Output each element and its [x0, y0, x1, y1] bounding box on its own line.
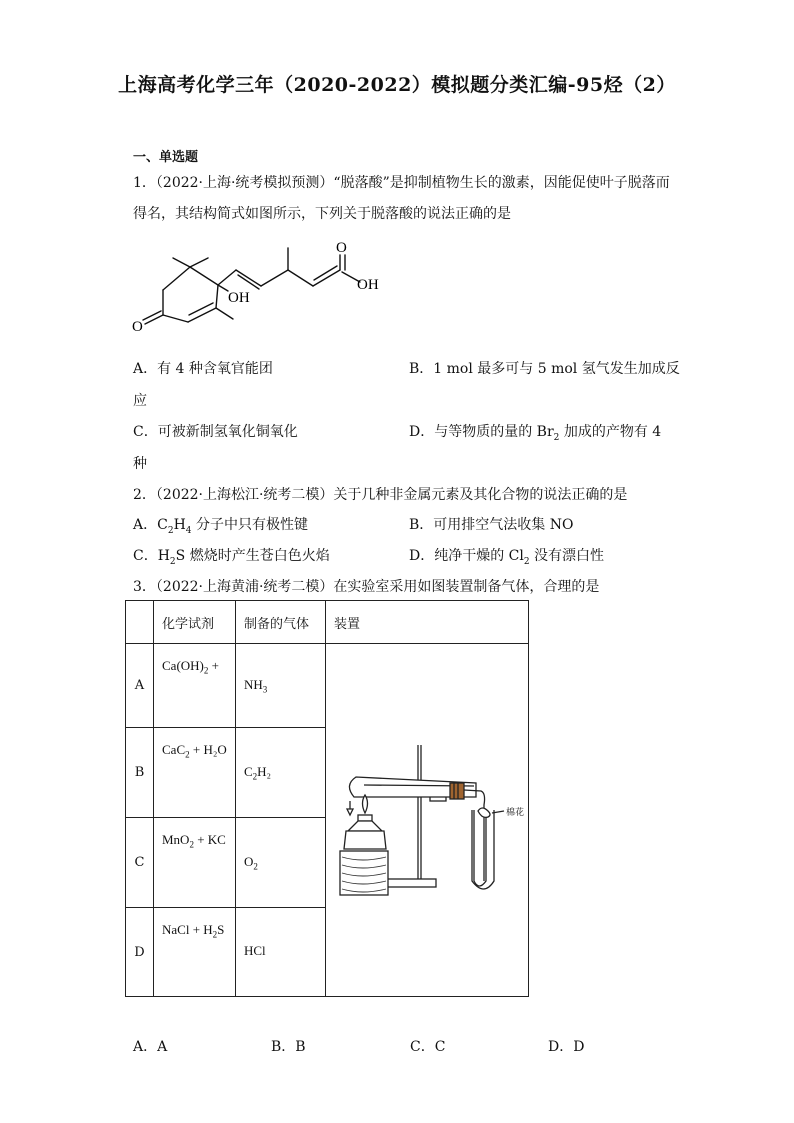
q3-row-label: A: [126, 644, 154, 728]
ring-oh-label: OH: [228, 290, 250, 306]
carbonyl-o-label: O: [336, 240, 347, 256]
q3-row-gas: $NH_3$: [236, 644, 326, 728]
gas-apparatus-diagram: [326, 645, 525, 995]
q1-option-d-cont: 种: [133, 456, 147, 472]
q1-option-d[interactable]: D．与等物质的量的 $Br_2$ 加成的产物有 4: [409, 424, 662, 443]
page-title: 上海高考化学三年（2020-2022）模拟题分类汇编-95烃（2）: [118, 74, 676, 96]
abscisic-acid-structure: [128, 230, 398, 345]
q3-row-a: [126, 644, 529, 728]
acid-oh-label: OH: [357, 277, 379, 293]
q2-stem: 2．（2022·上海松江·统考二模）关于几种非金属元素及其化合物的说法正确的是: [133, 487, 628, 503]
q3-choice-b[interactable]: B．B: [271, 1039, 306, 1055]
q3-row-reagent: $Ca(OH)_2$ +: [154, 644, 236, 728]
q1-option-c[interactable]: C．可被新制氢氧化铜氧化: [133, 424, 298, 440]
q3-header-blank: [126, 601, 154, 644]
cotton-label: 棉花: [506, 808, 525, 818]
q1-option-a[interactable]: A．有 4 种含氧官能团: [133, 361, 273, 377]
ketone-o-label: O: [132, 319, 143, 335]
q2-option-d[interactable]: D．纯净干燥的 $Cl_2$ 没有漂白性: [409, 548, 605, 567]
q3-row-gas: $C_2H_2$: [236, 728, 326, 818]
q3-choice-c[interactable]: C．C: [410, 1039, 446, 1055]
q3-header-apparatus: 装置: [326, 601, 529, 644]
q3-row-gas: HCl: [236, 908, 326, 997]
q3-table: [125, 600, 529, 997]
q2-option-a[interactable]: A．$C_2H_4$ 分子中只有极性键: [133, 517, 308, 536]
q3-row-label: D: [126, 908, 154, 997]
q3-row-gas: $O_2$: [236, 818, 326, 908]
q2-option-b[interactable]: B．可用排空气法收集 NO: [409, 517, 574, 533]
q3-choice-a[interactable]: A．A: [133, 1039, 168, 1055]
q3-header-row: [126, 601, 529, 644]
q1-stem-line1: 1．（2022·上海·统考模拟预测）“脱落酸”是抑制植物生长的激素，因能促使叶子脱落而: [133, 175, 670, 191]
q3-apparatus-cell: [326, 644, 529, 997]
q3-header-gas: 制备的气体: [236, 601, 326, 644]
q3-header-reagent: 化学试剂: [154, 601, 236, 644]
q3-row-label: B: [126, 728, 154, 818]
q3-choice-d[interactable]: D．D: [548, 1039, 585, 1055]
q3-row-label: C: [126, 818, 154, 908]
q1-option-b-cont: 应: [133, 393, 147, 409]
q3-stem: 3．（2022·上海黄浦·统考二模）在实验室采用如图装置制备气体，合理的是: [133, 579, 600, 595]
q1-option-b[interactable]: B．1 mol 最多可与 5 mol 氢气发生加成反: [409, 361, 680, 377]
q1-stem-line2: 得名，其结构简式如图所示，下列关于脱落酸的说法正确的是: [133, 206, 511, 222]
section-heading: 一、单选题: [133, 150, 199, 165]
q2-option-c[interactable]: C．$H_2S$ 燃烧时产生苍白色火焰: [133, 548, 330, 567]
q3-row-reagent: MnO$_2$ + KC: [154, 818, 236, 908]
q3-row-reagent: NaCl + $H_2S$: [154, 908, 236, 997]
q3-row-reagent: CaC$_2$ + H₂O: [154, 728, 236, 818]
